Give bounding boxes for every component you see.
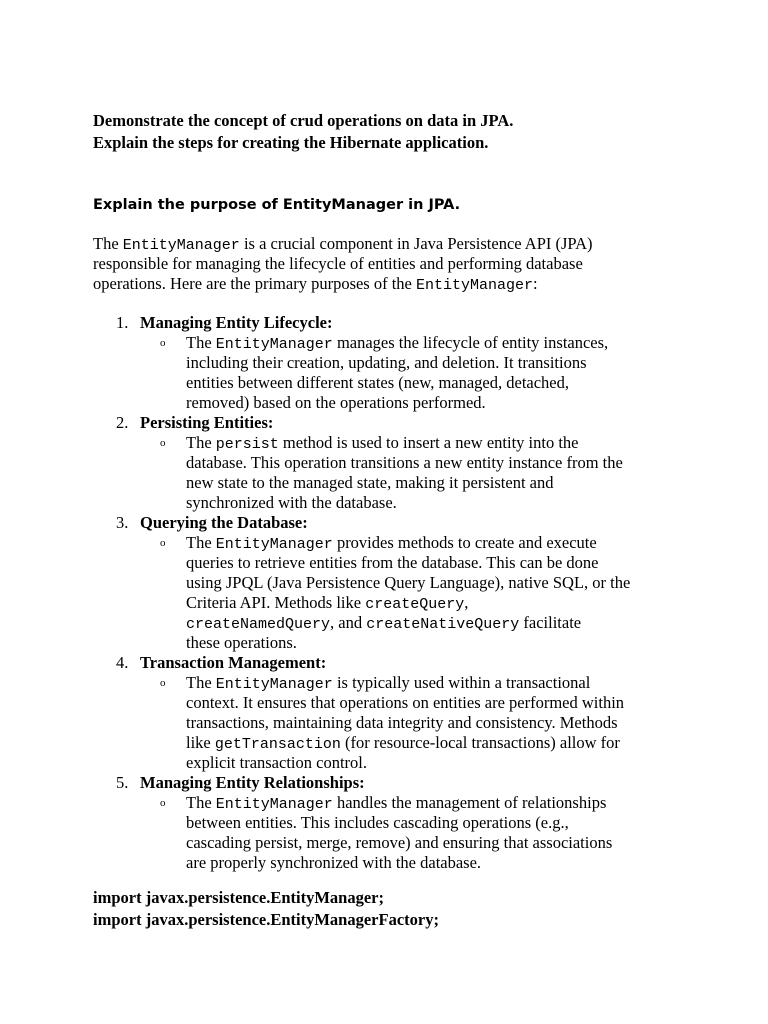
bullet-icon: o [160,677,166,689]
import-line: import javax.persistence.EntityManager; [93,888,384,907]
list-number: 4. [116,653,129,672]
item-text: database. This operation transitions a new entity instance from the [186,453,623,472]
item-text: Criteria API. Methods like [186,593,366,612]
item-text: transactions, maintaining data integrity and consistency. Methods [186,713,618,732]
inline-code: createNamedQuery [186,616,331,633]
inline-code: persist [215,436,279,453]
item-text: removed) based on the operations performed. [186,393,486,412]
inline-code: createQuery [365,596,465,613]
question-1: Demonstrate the concept of crud operations on data in JPA. [93,111,514,130]
item-text: like [186,733,215,752]
question-2: Explain the steps for creating the Hibernate application. [93,133,489,152]
list-item-title: Managing Entity Relationships: [140,773,365,792]
item-text: queries to retrieve entities from the database. This can be done [186,553,599,572]
item-text: The [186,673,216,692]
item-text: between entities. This includes cascading operations (e.g., [186,813,569,832]
intro-text: The [93,234,123,253]
list-item [93,313,713,413]
list-item [93,653,713,773]
inline-code: EntityManager [215,796,333,813]
list-item-title: Querying the Database: [140,513,308,532]
item-text: synchronized with the database. [186,493,397,512]
list-number: 1. [116,313,129,332]
inline-code: getTransaction [214,736,341,753]
import-statements [93,887,439,931]
inline-code: EntityManager [215,536,333,553]
item-text: explicit transaction control. [186,753,367,772]
list-number: 5. [116,773,129,792]
item-text: are properly synchronized with the database. [186,853,482,872]
item-text: (for resource-local transactions) allow for [340,733,620,752]
list-item-title: Managing Entity Lifecycle: [140,313,333,332]
bullet-icon: o [160,337,166,349]
item-text: The [186,793,216,812]
item-text: manages the lifecycle of entity instances, [332,333,609,352]
intro-text: is a crucial component in Java Persistence API (JPA) [239,234,593,253]
intro-text: responsible for managing the lifecycle of entities and performing database [93,254,583,273]
item-text: facilitate [519,613,582,632]
bullet-icon: o [160,537,166,549]
item-text: The [186,333,216,352]
bullet-icon: o [160,437,166,449]
item-text: cascading persist, merge, remove) and ensuring that associations [186,833,613,852]
section-heading: Explain the purpose of EntityManager in JPA. [93,197,461,213]
item-text: context. It ensures that operations on entities are performed within [186,693,625,712]
item-text: , and [330,613,367,632]
item-text: these operations. [186,633,297,652]
inline-code: EntityManager [122,237,240,254]
list-item [93,513,713,653]
import-line: import javax.persistence.EntityManagerFactory; [93,910,439,929]
list-item-title: Persisting Entities: [140,413,274,432]
item-text: using JPQL (Java Persistence Query Language), native SQL, or the [186,573,631,592]
intro-text: : [533,274,538,293]
list-number: 3. [116,513,129,532]
inline-code: EntityManager [215,676,333,693]
item-text: entities between different states (new, managed, detached, [186,373,570,392]
item-text: including their creation, updating, and deletion. It transitions [186,353,587,372]
list-item-title: Transaction Management: [140,653,327,672]
bullet-icon: o [160,797,166,809]
list-item [93,773,713,873]
item-text: is typically used within a transactional [332,673,591,692]
item-text: handles the management of relationships [332,793,607,812]
item-text: , [464,593,469,612]
inline-code: createNativeQuery [366,616,520,633]
intro-text: operations. Here are the primary purposes of the [93,274,417,293]
item-text: method is used to insert a new entity into the [278,433,579,452]
list-item [93,413,713,513]
inline-code: EntityManager [215,336,333,353]
purpose-list [93,313,713,873]
item-text: The [186,533,216,552]
item-text: provides methods to create and execute [332,533,597,552]
intro-paragraph [93,234,693,294]
inline-code: EntityManager [416,277,534,294]
item-text: The [186,433,216,452]
list-number: 2. [116,413,129,432]
item-text: new state to the managed state, making it persistent and [186,473,554,492]
